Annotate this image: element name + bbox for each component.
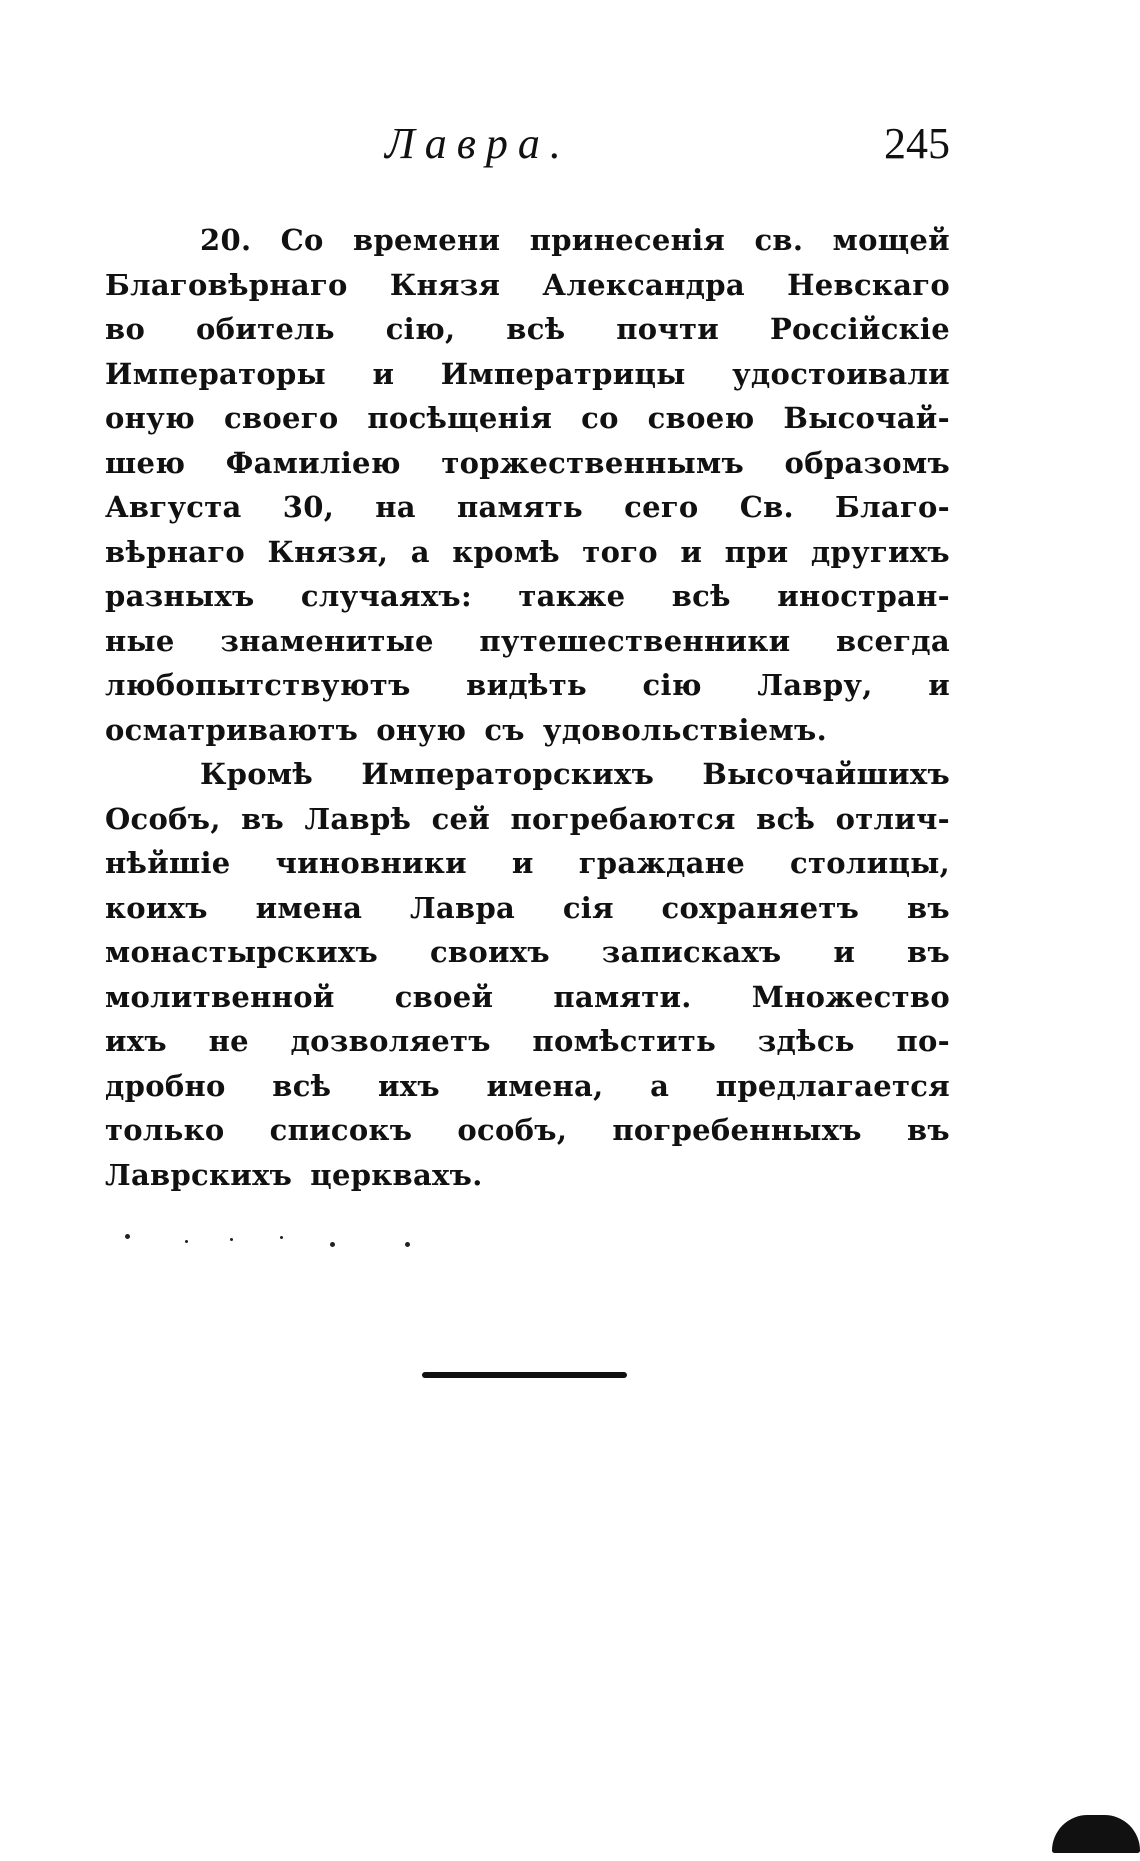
text-line [105, 530, 950, 575]
word: своихъ [429, 935, 550, 969]
word: удовольствіемъ. [542, 712, 827, 747]
word: церквахъ. [310, 1157, 483, 1192]
word: знаменитые [220, 623, 434, 658]
word: разныхъ [105, 579, 255, 613]
word: монастырскихъ [105, 935, 379, 969]
word: всѣ [671, 579, 731, 613]
word: особъ, [457, 1113, 568, 1147]
word: съ [484, 712, 525, 747]
word: и [372, 356, 395, 391]
word: Особъ, [105, 801, 221, 836]
word: погребенныхъ [612, 1113, 862, 1147]
word: сію [642, 668, 702, 702]
word: Александра [542, 267, 745, 302]
word: Лаврѣ [304, 801, 412, 836]
word: своею [647, 401, 755, 435]
text-line [105, 841, 950, 886]
word: въ [907, 935, 950, 969]
text-line [105, 975, 950, 1020]
word: 30, [282, 490, 335, 524]
word: Императрицы [440, 356, 686, 391]
word: при [724, 534, 789, 569]
text-line [105, 708, 950, 753]
speck [185, 1240, 188, 1243]
word: только [105, 1113, 225, 1147]
speck [405, 1242, 410, 1247]
word: ихъ [105, 1024, 167, 1058]
word: времени [353, 223, 501, 257]
word: дозволяетъ [290, 1024, 491, 1058]
word: чиновники [275, 846, 467, 880]
word: 20. [200, 223, 252, 257]
word: Со [280, 223, 324, 257]
word: Фамиліею [225, 445, 401, 480]
word: Князя [389, 267, 501, 302]
text-line [105, 886, 950, 931]
word: Благо- [835, 490, 950, 524]
word: а [410, 534, 430, 569]
running-title: Лавра. [385, 119, 571, 168]
ink-blot [1052, 1815, 1140, 1853]
text-line [105, 752, 950, 797]
word: Высочай- [783, 401, 950, 435]
text-line [105, 1064, 950, 1109]
speck [230, 1238, 233, 1241]
word: не [208, 1024, 249, 1058]
word: видѣть [466, 668, 587, 702]
word: въ [906, 890, 950, 925]
word: сей [431, 801, 491, 836]
word: отлич- [835, 801, 950, 836]
word: запискахъ [601, 935, 782, 969]
word: имена, [486, 1068, 604, 1103]
speck [125, 1234, 130, 1239]
word: дробно [105, 1068, 226, 1103]
text-line [105, 263, 950, 308]
word: торжественнымъ [441, 445, 745, 480]
text-line [105, 485, 950, 530]
word: Россійскіе [769, 312, 950, 346]
word: сего [624, 490, 699, 524]
text-line [105, 441, 950, 486]
page-number: 245 [884, 119, 950, 168]
word: св. [754, 223, 804, 257]
word: случаяхъ: [300, 579, 472, 613]
word: память [456, 490, 584, 524]
word: всегда [836, 623, 950, 658]
word: и [928, 668, 950, 702]
word: принесенія [529, 223, 726, 257]
word: Кромѣ [200, 757, 314, 791]
word: списокъ [269, 1113, 413, 1147]
word: имена [255, 890, 363, 925]
word: обитель [195, 312, 335, 346]
speck [330, 1242, 335, 1247]
text-line [105, 930, 950, 975]
word: осматриваютъ [105, 712, 359, 747]
text-line [105, 574, 950, 619]
word: удостоивали [732, 356, 950, 391]
word: путешественники [479, 623, 791, 658]
word: другихъ [810, 534, 950, 569]
word: Августа [105, 490, 242, 524]
word: нѣйшіе [105, 846, 231, 880]
word: здѣсь [757, 1024, 855, 1058]
text-line [105, 1153, 950, 1198]
text-line [105, 307, 950, 352]
word: граждане [578, 846, 746, 880]
word: оную [376, 712, 467, 747]
speck [280, 1236, 283, 1239]
text-line [105, 1019, 950, 1064]
word: всѣ [272, 1068, 332, 1103]
word: вѣрнаго [105, 534, 246, 569]
word: и [833, 935, 856, 969]
word: во [105, 312, 146, 346]
text-line [105, 1108, 950, 1153]
word: погребаются [510, 801, 736, 836]
word: Благовѣрнаго [105, 267, 348, 302]
text-line [105, 619, 950, 664]
body-text [105, 218, 950, 1197]
word: по- [896, 1024, 950, 1058]
word: помѣстить [532, 1024, 717, 1058]
word: Высочайшихъ [702, 757, 950, 791]
word: Невскаго [787, 267, 950, 302]
word: памяти. [553, 979, 692, 1014]
word: Лавра [409, 890, 516, 925]
text-line [105, 797, 950, 842]
word: Князя, [267, 534, 389, 569]
word: Множество [751, 979, 950, 1014]
print-specks [125, 1232, 465, 1252]
text-line [105, 352, 950, 397]
word: всѣ [506, 312, 566, 346]
word: шею [105, 445, 186, 480]
word: своего [223, 401, 339, 435]
word: Лаврскихъ [105, 1157, 293, 1192]
word: Императорскихъ [361, 757, 655, 791]
word: образомъ [784, 445, 950, 480]
word: со [581, 401, 619, 435]
word: сохраняетъ [661, 890, 860, 925]
word: кромѣ [452, 534, 560, 569]
word: въ [906, 1113, 950, 1147]
word: мощей [832, 223, 950, 257]
word: того [582, 534, 658, 569]
word: посѣщенія [367, 401, 553, 435]
word: почти [616, 312, 720, 346]
word: на [375, 490, 416, 524]
section-rule [422, 1372, 627, 1378]
word: всѣ [756, 801, 816, 836]
word: Императоры [105, 356, 326, 391]
word: иностран- [777, 579, 950, 613]
word: въ [241, 801, 285, 836]
word: любопытствуютъ [105, 668, 411, 702]
text-line [105, 663, 950, 708]
word: также [518, 579, 626, 613]
word: своей [394, 979, 494, 1014]
word: столицы, [790, 846, 950, 880]
word: ихъ [377, 1068, 440, 1103]
word: ные [105, 623, 175, 658]
word: и [680, 534, 703, 569]
word: сія [562, 890, 614, 925]
word: молитвенной [105, 979, 335, 1014]
word: а [650, 1068, 670, 1103]
word: Св. [739, 490, 794, 524]
word: коихъ [105, 890, 208, 925]
text-line [105, 396, 950, 441]
word: сію, [385, 312, 456, 346]
word: оную [105, 401, 196, 435]
text-line [105, 218, 950, 263]
page-header [105, 118, 950, 178]
word: Лавру, [757, 668, 873, 702]
word: и [511, 846, 534, 880]
word: предлагается [715, 1068, 950, 1103]
